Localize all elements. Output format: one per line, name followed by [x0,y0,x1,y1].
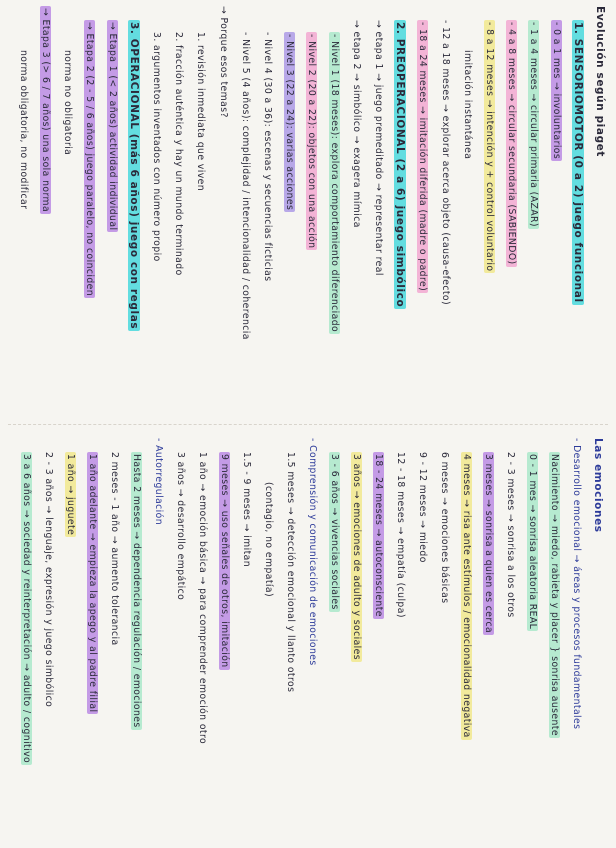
note-text: 2 - 3 años → lenguaje, expresión y juego simbólico [43,452,54,708]
left-note-line [394,20,406,309]
note-text: 3 - 6 años → vivencias sociales [329,454,340,610]
right-note-line [416,452,428,563]
note-text: Nacimiento → miedo, rabieta y placer } sonrisa ausente [549,454,560,736]
note-text: - Desarrollo emocional → áreas y procesos fundamentales [571,438,582,730]
right-note-line [20,452,32,765]
right-note-line [218,452,230,670]
note-text: - 12 a 18 meses → explorar acerca objeto (causa-efecto) [439,20,451,306]
right-note-line [328,452,340,612]
note-text: → etapa 1 → juego premeditado → representar real [373,20,384,276]
note-text: - Autorregulación [153,438,164,526]
note-text: 2 meses - 1 año → aumento tolerancia [109,452,120,646]
right-note-line [86,452,98,714]
right-note-line [262,482,274,597]
note-text: 9 meses → uso señales de otros, imitación [219,454,230,668]
column-divider [8,424,608,425]
left-note-line [439,20,451,305]
left-note-line [594,6,606,157]
note-text: norma obligatoria, no modificar [17,50,29,210]
left-note-line [17,50,29,209]
left-note-line [128,20,140,331]
left-notes-column [0,6,616,418]
note-text: 1.5 meses → detección emocional y llanto otros [285,452,296,693]
right-note-line [460,452,472,740]
note-text: - 8 a 12 meses → intención y + control voluntario [484,22,495,272]
right-note-line [152,438,164,525]
note-text: → Porque esos temas? [217,6,229,118]
note-text: 1 año → juguete [65,454,76,536]
right-note-line [482,452,494,635]
note-text: 3 años → emociones de adulto y sociales [351,454,362,661]
left-note-line [106,20,118,232]
note-text: 2. PREOPERACIONAL (2 a 6) juego simbólico [394,22,407,308]
note-text: → Etapa 2 (2 - 5 / 6 años) juego paralelo, no coinciden [84,22,96,297]
right-note-line [548,452,560,738]
note-text: - Nivel 1 (18 meses): explora comportamiento diferenciado [328,34,340,333]
note-text: 0 - 1 mes → sonrisa aleatoria REAL [527,454,538,630]
left-note-line [83,20,95,298]
left-note-line [283,32,295,212]
note-text: 9 - 12 meses → miedo [417,452,428,563]
right-note-line [570,438,582,729]
note-text: 1 año → emoción básica → para comprender emoción otro [197,452,208,745]
right-note-line [372,452,384,619]
note-text: - 0 a 1 mes → involuntarios [550,22,562,160]
right-note-line [394,452,406,618]
left-note-line [61,50,73,155]
note-text: - Comprensión y comunicación de emociones [307,438,318,666]
left-note-line [305,32,317,250]
note-text: norma no obligatoria [62,50,74,156]
note-text: 3. OPERACIONAL (más 6 años) juego con reglas [127,22,140,330]
left-note-line [328,32,340,334]
note-text: - Nivel 2 (20 a 22): objetos con una acción [306,34,318,249]
left-note-line [217,6,229,118]
left-note-line [350,20,362,228]
note-text: 4 meses → risa ante estímulos / emocionalidad negativa [461,454,472,738]
note-text: (contagio, no empatía) [263,482,274,598]
note-text: - Nivel 4 (30 a 36): escenas y secuencias ficticias [262,32,273,282]
left-note-line [39,6,51,214]
left-note-line [194,32,206,191]
note-text: 2 - 3 meses → sonrisa a los otros [505,452,516,618]
left-note-line [505,20,517,267]
note-text: 18 - 24 meses → autoconsciente [373,454,384,617]
left-note-line [572,20,584,305]
note-text: Las emociones [592,438,604,533]
left-note-line [461,50,473,159]
right-note-line [306,438,318,666]
left-note-line [261,32,273,282]
right-note-line [130,452,142,730]
note-text: 1 año adelante → empieza la apego y al padre filial [87,454,98,713]
right-notes-column [0,438,616,842]
right-note-line [526,452,538,631]
right-note-line [438,452,450,604]
note-text: 1.5 - 9 meses → imitan [241,452,252,568]
note-text: - 18 a 24 meses → imitación diferida (madre o padre) [417,22,429,292]
left-note-line [172,32,184,276]
right-note-line [174,452,186,600]
note-text: 6 meses → emociones básicas [439,452,450,604]
left-note-line [483,20,495,273]
note-text: 12 - 18 meses → empatía (culpa) [395,452,406,618]
left-note-line [550,20,562,161]
right-note-line [592,438,604,533]
note-text: → etapa 2 → simbólico → exagera mímica [350,20,362,228]
note-text: - Nivel 5 (4 años): complejidad / intencionalidad / coherencia [239,32,251,340]
note-text: 3 a 6 años → sociedad y reinterpretación → adulto / cognitivo [21,454,32,764]
right-note-line [504,452,516,618]
note-text: 1. SENSORIOMOTOR (0 a 2) juego funcional [571,22,584,303]
left-note-line [150,32,162,262]
right-note-line [108,452,120,646]
left-note-line [239,32,251,340]
note-text: 3 años → desarrollo empático [175,452,186,601]
note-text: imitación instantánea [461,50,473,160]
note-text: - 4 a 8 meses → circular secundaria (SABIENDO) [506,22,518,265]
note-text: - Nivel 3 (22 a 24): varias acciones [284,34,296,211]
left-note-line [527,20,539,229]
note-text: 3. argumentos inventados con número propio [151,32,162,262]
note-text: → Etapa 3 (> 6 / 7 años) una sola norma [40,8,51,213]
right-note-line [284,452,296,692]
note-text: → Etapa 1 (< 2 años) actividad individual [106,22,118,231]
note-text: 3 meses → sonrisa a quien es cerca [483,454,494,634]
right-note-line [42,452,54,707]
note-text: - 1 a 4 meses → circular primaria (AZAR) [528,22,540,227]
right-note-line [196,452,208,744]
left-note-line [372,20,384,276]
note-text: 1. revisión inmediata que viven [195,32,207,192]
note-text: Hasta 2 meses → dependencia regulación / emociones [131,454,142,728]
right-note-line [240,452,252,567]
note-text: 2. fracción auténtica y hay un mundo terminado [173,32,185,276]
left-note-line [416,20,428,293]
right-note-line [64,452,76,537]
right-note-line [350,452,362,662]
note-text: Evolución según piaget [594,6,606,158]
